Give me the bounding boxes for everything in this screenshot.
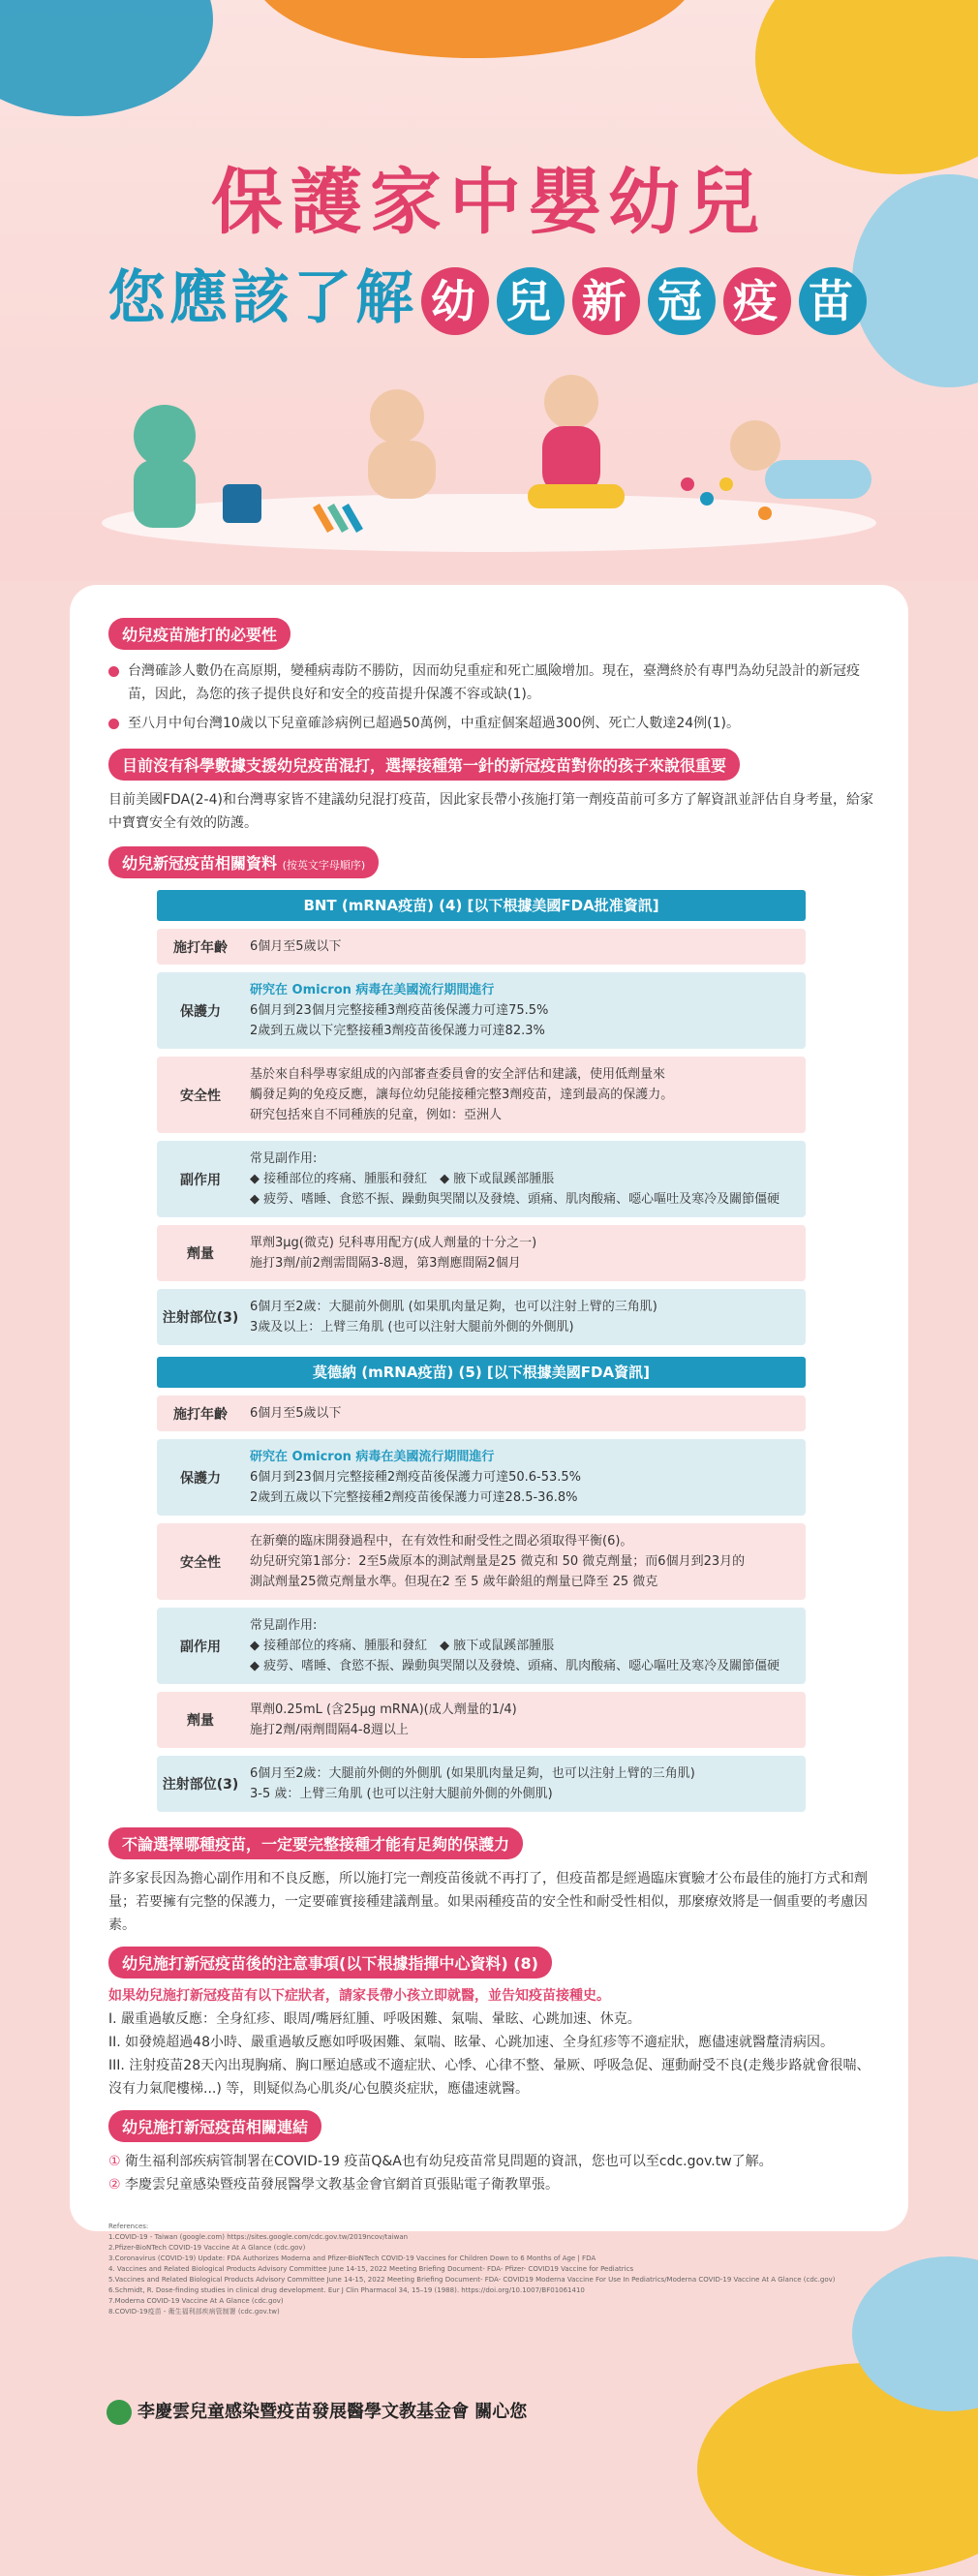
vaccine-info-label-text: 幼兒新冠疫苗相關資料 <box>122 854 278 873</box>
bnt-table-row <box>157 1057 806 1133</box>
subtitle-circle-char: 兒 <box>497 267 565 335</box>
row-value <box>244 1692 806 1748</box>
row-label: 注射部位(3) <box>162 1310 239 1326</box>
row-value-line: 6個月至5歲以下 <box>250 1406 342 1421</box>
section-precautions-label: 幼兒施打新冠疫苗後的注意事項(以下根據指揮中心資料) (8) <box>108 1947 552 1978</box>
row-value <box>244 1225 806 1281</box>
row-label: 副作用 <box>180 1639 221 1655</box>
subtitle-circle-char: 冠 <box>648 267 716 335</box>
subtitle-circles <box>417 264 871 332</box>
link-marker: ② <box>108 2177 121 2193</box>
reference-item: 5.Vaccines and Related Biological Products Advisory Committee June 14-15, 2022 Meeting Briefing Document- FDA- COVID19 Moderna Vaccine For Use In Pediatrics/Moderna COVID-19 Vaccine At A Glance (cdc.gov) <box>108 2276 836 2284</box>
necessity-bullet: 至八月中旬台灣10歲以下兒童確診病例已超過50萬例，中重症個案超過300例、死亡人數達24例(1)。 <box>108 712 873 735</box>
bnt-table-row <box>157 972 806 1049</box>
row-label: 劑量 <box>187 1713 214 1729</box>
row-value <box>244 1756 806 1812</box>
row-value-line: 6個月至5歲以下 <box>250 939 342 954</box>
moderna-table-row <box>157 1439 806 1516</box>
row-value-line: 6個月到23個月完整接種2劑疫苗後保護力可達50.6-53.5% <box>250 1470 582 1485</box>
row-label: 副作用 <box>180 1172 221 1188</box>
moderna-table <box>157 1357 806 1812</box>
row-highlight: 研究在 Omicron 病毒在美國流行期間進行 <box>250 1450 495 1464</box>
row-value <box>244 1289 806 1345</box>
row-value <box>244 1057 806 1133</box>
row-value-line: ◆ 疲勞、嗜睡、食慾不振、躁動與哭鬧以及發燒、頭痛、肌肉酸痛、噁心嘔吐及寒冷及關節僵硬 <box>250 1659 780 1673</box>
references-heading: References: <box>108 2223 149 2230</box>
section-necessity-label: 幼兒疫苗施打的必要性 <box>108 618 290 650</box>
babies-illustration <box>87 368 891 552</box>
moderna-table-row <box>157 1395 806 1431</box>
row-value-line: 2歲到五歲以下完整接種3劑疫苗後保護力可達82.3% <box>250 1024 545 1038</box>
row-value-line: 研究包括來自不同種族的兒童，例如：亞洲人 <box>250 1108 503 1122</box>
precautions-item: I. 嚴重過敏反應：全身紅疹、眼周/嘴唇紅腫、呼吸困難、氣喘、暈眩、心跳加速、休克。 <box>108 2011 641 2027</box>
bnt-table-row <box>157 1225 806 1281</box>
row-value-line: 常見副作用: <box>250 1151 318 1166</box>
row-value-line: 觸發足夠的免疫反應，讓每位幼兒能接種完整3劑疫苗，達到最高的保護力。 <box>250 1088 674 1102</box>
row-value-line: 基於來自科學專家組成的內部審查委員會的安全評估和建議，使用低劑量來 <box>250 1067 666 1082</box>
row-highlight: 研究在 Omicron 病毒在美國流行期間進行 <box>250 983 495 997</box>
row-value <box>244 1608 806 1684</box>
row-label: 保護力 <box>180 1470 221 1487</box>
page-subtitle <box>0 252 978 335</box>
row-value-line: 單劑0.25mL (含25μg mRNA)(成人劑量的1/4) <box>250 1702 517 1717</box>
moderna-table-row <box>157 1756 806 1812</box>
footer-text: 李慶雲兒童感染暨疫苗發展醫學文教基金會 關心您 <box>138 2402 528 2422</box>
link-item[interactable] <box>108 2173 873 2196</box>
reference-item: 8.COVID-19疫苗 - 衛生福利部疾病管制署 (cdc.gov.tw) <box>108 2308 280 2315</box>
reference-item: 6.Schmidt, R. Dose-finding studies in clinical drug development. Eur J Clin Pharmacol 34, 15–19 (1988). https://doi.org/10.1007/BF01061410 <box>108 2286 585 2294</box>
row-label: 保護力 <box>180 1003 221 1020</box>
page-title: 保護家中嬰幼兒 <box>211 161 767 244</box>
subtitle-circle-char: 幼 <box>421 267 489 335</box>
row-label: 安全性 <box>180 1554 221 1571</box>
moderna-table-row <box>157 1608 806 1684</box>
footer <box>107 2398 527 2425</box>
necessity-bullet: 台灣確診人數仍在高原期，變種病毒防不勝防，因而幼兒重症和死亡風險增加。現在，臺灣終於有專門為幼兒設計的新冠疫苗，因此，為您的孩子提供良好和安全的疫苗提升保護不容或缺(1)。 <box>108 659 873 706</box>
reference-item: 2.Pfizer-BioNTech COVID-19 Vaccine At A Glance (cdc.gov) <box>108 2244 306 2252</box>
row-value-line: ◆ 接種部位的疼痛、腫脹和發紅 ◆ 腋下或鼠蹊部腫脹 <box>250 1639 555 1653</box>
section-complete-dose-label: 不論選擇哪種疫苗，一定要完整接種才能有足夠的保護力 <box>108 1827 523 1859</box>
row-label: 劑量 <box>187 1246 214 1262</box>
row-label: 注射部位(3) <box>162 1777 239 1793</box>
section-no-mixing-label: 目前沒有科學數據支援幼兒疫苗混打，選擇接種第一針的新冠疫苗對你的孩子來說很重要 <box>108 749 740 781</box>
foundation-logo-icon <box>107 2400 132 2425</box>
row-value-line: 2歲到五歲以下完整接種2劑疫苗後保護力可達28.5-36.8% <box>250 1490 578 1505</box>
precautions-warning: 如果幼兒施打新冠疫苗有以下症狀者，請家長帶小孩立即就醫，並告知疫苗接種史。 <box>108 1988 610 2004</box>
precautions-item: III. 注射疫苗28天內出現胸痛、胸口壓迫感或不適症狀、心悸、心律不整、暈厥、呼吸急促、運動耐受不良(走幾步路就會很喘、沒有力氣爬樓梯...) 等，則疑似為心肌炎/心包膜炎症狀，應儘速就醫。 <box>108 2058 871 2097</box>
bnt-table-title: BNT (mRNA疫苗) (4) [以下根據美國FDA批准資訊] <box>157 890 806 921</box>
row-value <box>244 972 806 1049</box>
bnt-table-row <box>157 1141 806 1217</box>
row-value-line: 施打3劑/前2劑需間隔3-8週，第3劑應間隔2個月 <box>250 1256 521 1271</box>
row-value-line: 3-5 歲：上臂三角肌 (也可以注射大腿前外側的外側肌) <box>250 1787 553 1801</box>
subtitle-circle-char: 苗 <box>799 267 867 335</box>
link-item[interactable] <box>108 2150 873 2173</box>
subtitle-circle-char: 新 <box>572 267 640 335</box>
row-value-line: 6個月至2歲：大腿前外側肌 (如果肌肉量足夠，也可以注射上臂的三角肌) <box>250 1300 657 1314</box>
row-value <box>244 1141 806 1217</box>
row-value-line: 測試劑量25微克劑量水準。但現在2 至 5 歲年齡組的劑量已降至 25 微克 <box>250 1575 658 1589</box>
row-value <box>244 1523 806 1600</box>
row-value <box>244 929 806 965</box>
bnt-table-row <box>157 929 806 965</box>
bnt-table-row <box>157 1289 806 1345</box>
content-card <box>70 585 908 2315</box>
bnt-table <box>157 890 806 1345</box>
row-value-line: ◆ 接種部位的疼痛、腫脹和發紅 ◆ 腋下或鼠蹊部腫脹 <box>250 1172 555 1186</box>
row-value-line: 在新藥的臨床開發過程中，在有效性和耐受性之間必須取得平衡(6)。 <box>250 1534 633 1549</box>
references <box>108 2222 873 2317</box>
no-mixing-paragraph: 目前美國FDA(2-4)和台灣專家皆不建議幼兒混打疫苗，因此家長帶小孩施打第一劑疫苗前可多方了解資訊並評估自身考量，給家中寶寶安全有效的防護。 <box>108 792 873 831</box>
row-value-line: 6個月到23個月完整接種3劑疫苗後保護力可達75.5% <box>250 1003 549 1018</box>
moderna-table-title: 莫德納 (mRNA疫苗) (5) [以下根據美國FDA資訊] <box>157 1357 806 1388</box>
reference-item: 4. Vaccines and Related Biological Products Advisory Committee June 14-15, 2022 Meeting Briefing Document- FDA- Pfizer- COVID19 Vaccine for Pediatrics <box>108 2265 634 2273</box>
row-value-line: 施打2劑/兩劑間隔4-8週以上 <box>250 1723 409 1737</box>
complete-dose-paragraph: 許多家長因為擔心副作用和不良反應，所以施打完一劑疫苗後就不再打了，但疫苗都是經過臨床實驗才公布最佳的施打方式和劑量；若要擁有完整的保護力，一定要確實接種建議劑量。如果兩種疫苗的安全性和耐受性相似，那麼療效將是一個重要的考慮因素。 <box>108 1871 868 1933</box>
row-label: 安全性 <box>180 1088 221 1104</box>
moderna-table-row <box>157 1523 806 1600</box>
section-vaccine-info-label <box>108 846 379 878</box>
row-value <box>244 1395 806 1431</box>
reference-item: 7.Moderna COVID-19 Vaccine At A Glance (cdc.gov) <box>108 2297 284 2305</box>
row-value-line: 常見副作用: <box>250 1618 318 1633</box>
subtitle-circle-char: 疫 <box>723 267 791 335</box>
row-value-line: 3歲及以上：上臂三角肌 (也可以注射大腿前外側的外側肌) <box>250 1320 574 1334</box>
moderna-table-row <box>157 1692 806 1748</box>
link-text: 李慶雲兒童感染暨疫苗發展醫學文教基金會官網首頁張貼電子衛教單張。 <box>125 2177 560 2193</box>
row-value-line: 6個月至2歲：大腿前外側的外側肌 (如果肌肉量足夠，也可以注射上臂的三角肌) <box>250 1766 695 1781</box>
reference-item: 3.Coronavirus (COVID-19) Update: FDA Authorizes Moderna and Pfizer-BioNTech COVID-19 Vaccines for Children Down to 6 Months of Age | FDA <box>108 2254 596 2262</box>
row-value <box>244 1439 806 1516</box>
link-text: 衛生福利部疾病管制署在COVID-19 疫苗Q&A也有幼兒疫苗常見問題的資訊，您也可以至cdc.gov.tw了解。 <box>125 2154 773 2169</box>
link-marker: ① <box>108 2154 121 2169</box>
vaccine-info-label-note: (按英文字母順序) <box>282 859 366 872</box>
row-label: 施打年齡 <box>173 939 228 956</box>
precautions-item: II. 如發燒超過48小時、嚴重過敏反應如呼吸困難、氣喘、眩暈、心跳加速、全身紅疹等不適症狀，應儘速就醫釐清病因。 <box>108 2035 834 2050</box>
row-value-line: 幼兒研究第1部分：2至5歲原本的測試劑量是25 微克和 50 微克劑量；而6個月到23月的 <box>250 1554 746 1569</box>
row-label: 施打年齡 <box>173 1406 228 1423</box>
section-links-label: 幼兒施打新冠疫苗相關連結 <box>108 2110 321 2142</box>
subtitle-prefix: 您應該了解 <box>107 264 417 332</box>
row-value-line: 單劑3μg(微克) 兒科專用配方(成人劑量的十分之一) <box>250 1236 537 1250</box>
reference-item: 1.COVID-19 - Taiwan (google.com) https://sites.google.com/cdc.gov.tw/2019ncov/taiwan <box>108 2233 409 2241</box>
row-value-line: ◆ 疲勞、嗜睡、食慾不振、躁動與哭鬧以及發燒、頭痛、肌肉酸痛、噁心嘔吐及寒冷及關節僵硬 <box>250 1192 780 1207</box>
